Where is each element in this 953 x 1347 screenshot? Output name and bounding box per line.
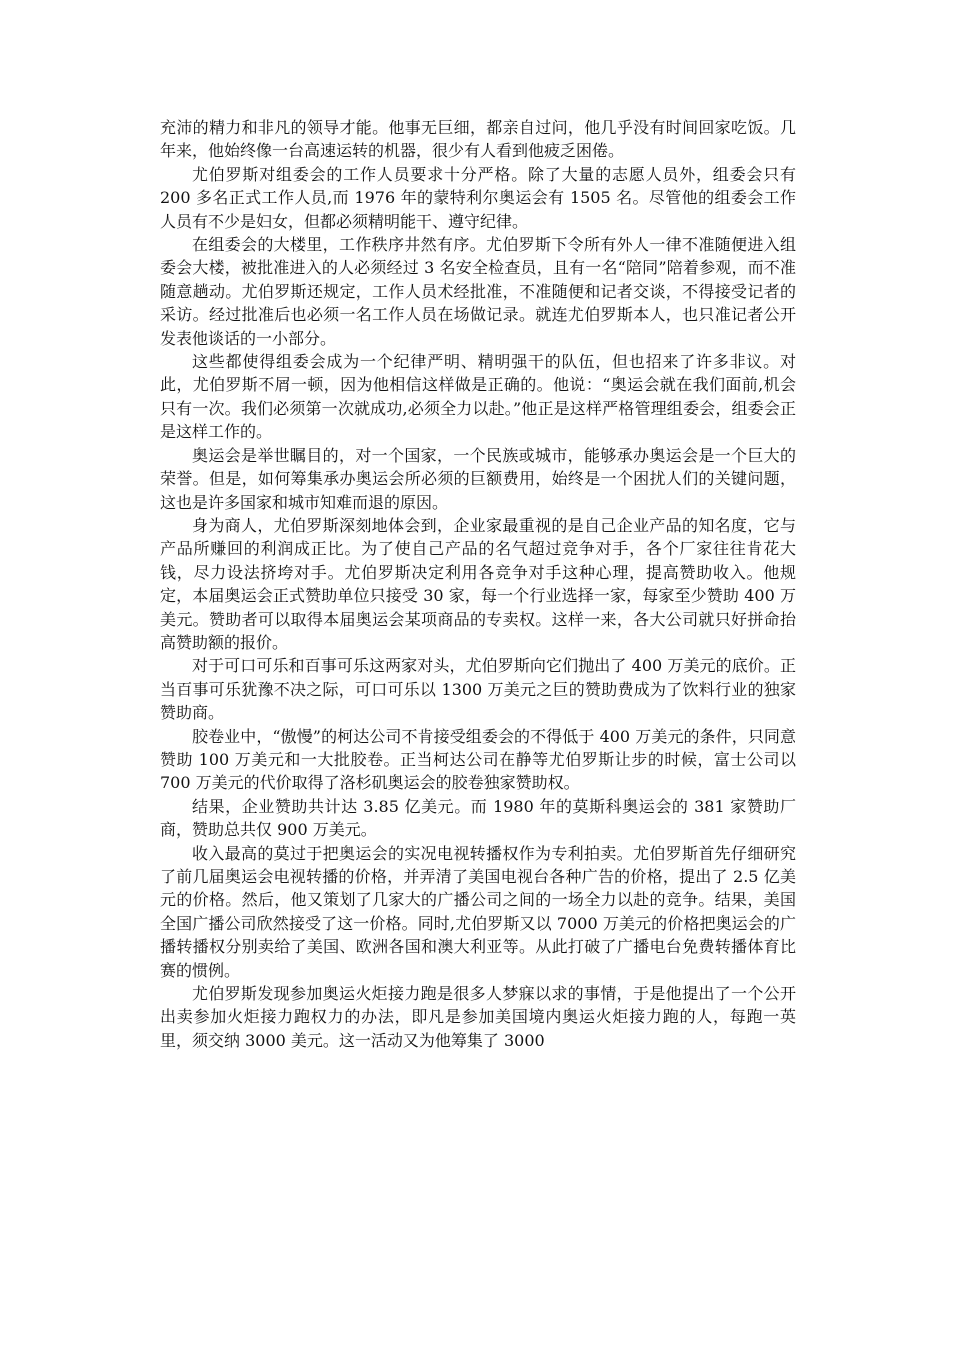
paragraph-11: 尤伯罗斯发现参加奥运火炬接力跑是很多人梦寐以求的事情，于是他提出了一个公开出卖参加火炬接力跑权力的办法，即凡是参加美国境内奥运火炬接力跑的人，每跑一英里，须交纳 3000 美元。这一活动又为他筹集了 3000 (160, 984, 796, 1050)
paragraph-1: 充沛的精力和非凡的领导才能。他事无巨细，都亲自过问，他几乎没有时间回家吃饭。几年来，他始终像一台高速运转的机器，很少有人看到他疲乏困倦。 (160, 118, 796, 161)
paragraph-7: 对于可口可乐和百事可乐这两家对头，尤伯罗斯向它们抛出了 400 万美元的底价。正当百事可乐犹豫不决之际，可口可乐以 1300 万美元之巨的赞助费成为了饮料行业的独家赞助商。 (160, 656, 796, 723)
document-body (160, 116, 796, 1052)
paragraph-3: 在组委会的大楼里，工作秩序井然有序。尤伯罗斯下令所有外人一律不准随便进入组委会大楼，被批准进入的人必须经过 3 名安全检查员，且有一名“陪同”陪着参观，而不准随意趟动。尤伯罗斯还规定，工作人员术经批准，不准随便和记者交谈，不得接受记者的采访。经过批准后也必须一名工作人员在场做记录。就连尤伯罗斯本人，也只准记者公开发表他谈话的一小部分。 (160, 235, 796, 348)
paragraph-2: 尤伯罗斯对组委会的工作人员要求十分严格。除了大量的志愿人员外，组委会只有 200 多名正式工作人员,而 1976 年的蒙特利尔奥运会有 1505 名。尽管他的组委会工作人员有不少是妇女，但都必须精明能干、遵守纪律。 (160, 164, 796, 231)
paragraph-6: 身为商人，尤伯罗斯深刻地体会到，企业家最重视的是自己企业产品的知名度，它与产品所赚回的利润成正比。为了使自己产品的名气超过竞争对手，各个厂家往往肯花大钱，尽力设法挤垮对手。尤伯罗斯决定利用各竞争对手这种心理，提高赞助收入。他规定，本届奥运会正式赞助单位只接受 30 家，每一个行业选择一家，每家至少赞助 400 万美元。赞助者可以取得本届奥运会某项商品的专卖权。这样一来，各大公司就只好拼命抬高赞助额的报价。 (160, 515, 796, 652)
paragraph-9: 结果，企业赞助共计达 3.85 亿美元。而 1980 年的莫斯科奥运会的 381 家赞助厂商，赞助总共仅 900 万美元。 (160, 796, 796, 840)
paragraph-8: 胶卷业中，“傲慢”的柯达公司不肯接受组委会的不得低于 400 万美元的条件，只同意赞助 100 万美元和一大批胶卷。正当柯达公司在静等尤伯罗斯让步的时候，富士公司以 700 万美元的代价取得了洛杉矶奥运会的胶卷独家赞助权。 (160, 726, 796, 793)
paragraph-10: 收入最高的莫过于把奥运会的实况电视转播权作为专利拍卖。尤伯罗斯首先仔细研究了前几届奥运会电视转播的价格，并弄清了美国电视台各种广告的价格，提出了 2.5 亿美元的价格。然后，他又策划了几家大的广播公司之间的一场全力以赴的竞争。结果，美国全国广播公司欣然接受了这一价格。同时,尤伯罗斯又以 7000 万美元的价格把奥运会的广播转播权分别卖给了美国、欧洲各国和澳大利亚等。从此打破了广播电台免费转播体育比赛的惯例。 (160, 843, 796, 980)
paragraph-5: 奥运会是举世瞩目的，对一个国家，一个民族或城市，能够承办奥运会是一个巨大的荣誉。但是，如何筹集承办奥运会所必须的巨额费用，始终是一个困扰人们的关键问题，这也是许多国家和城市知难而退的原因。 (160, 445, 796, 512)
paragraph-4: 这些都使得组委会成为一个纪律严明、精明强干的队伍，但也招来了许多非议。对此，尤伯罗斯不屑一顿，因为他相信这样做是正确的。他说：“奥运会就在我们面前,机会只有一次。我们必须第一次就成功,必须全力以赴。”他正是这样严格管理组委会，组委会正是这样工作的。 (160, 352, 796, 442)
